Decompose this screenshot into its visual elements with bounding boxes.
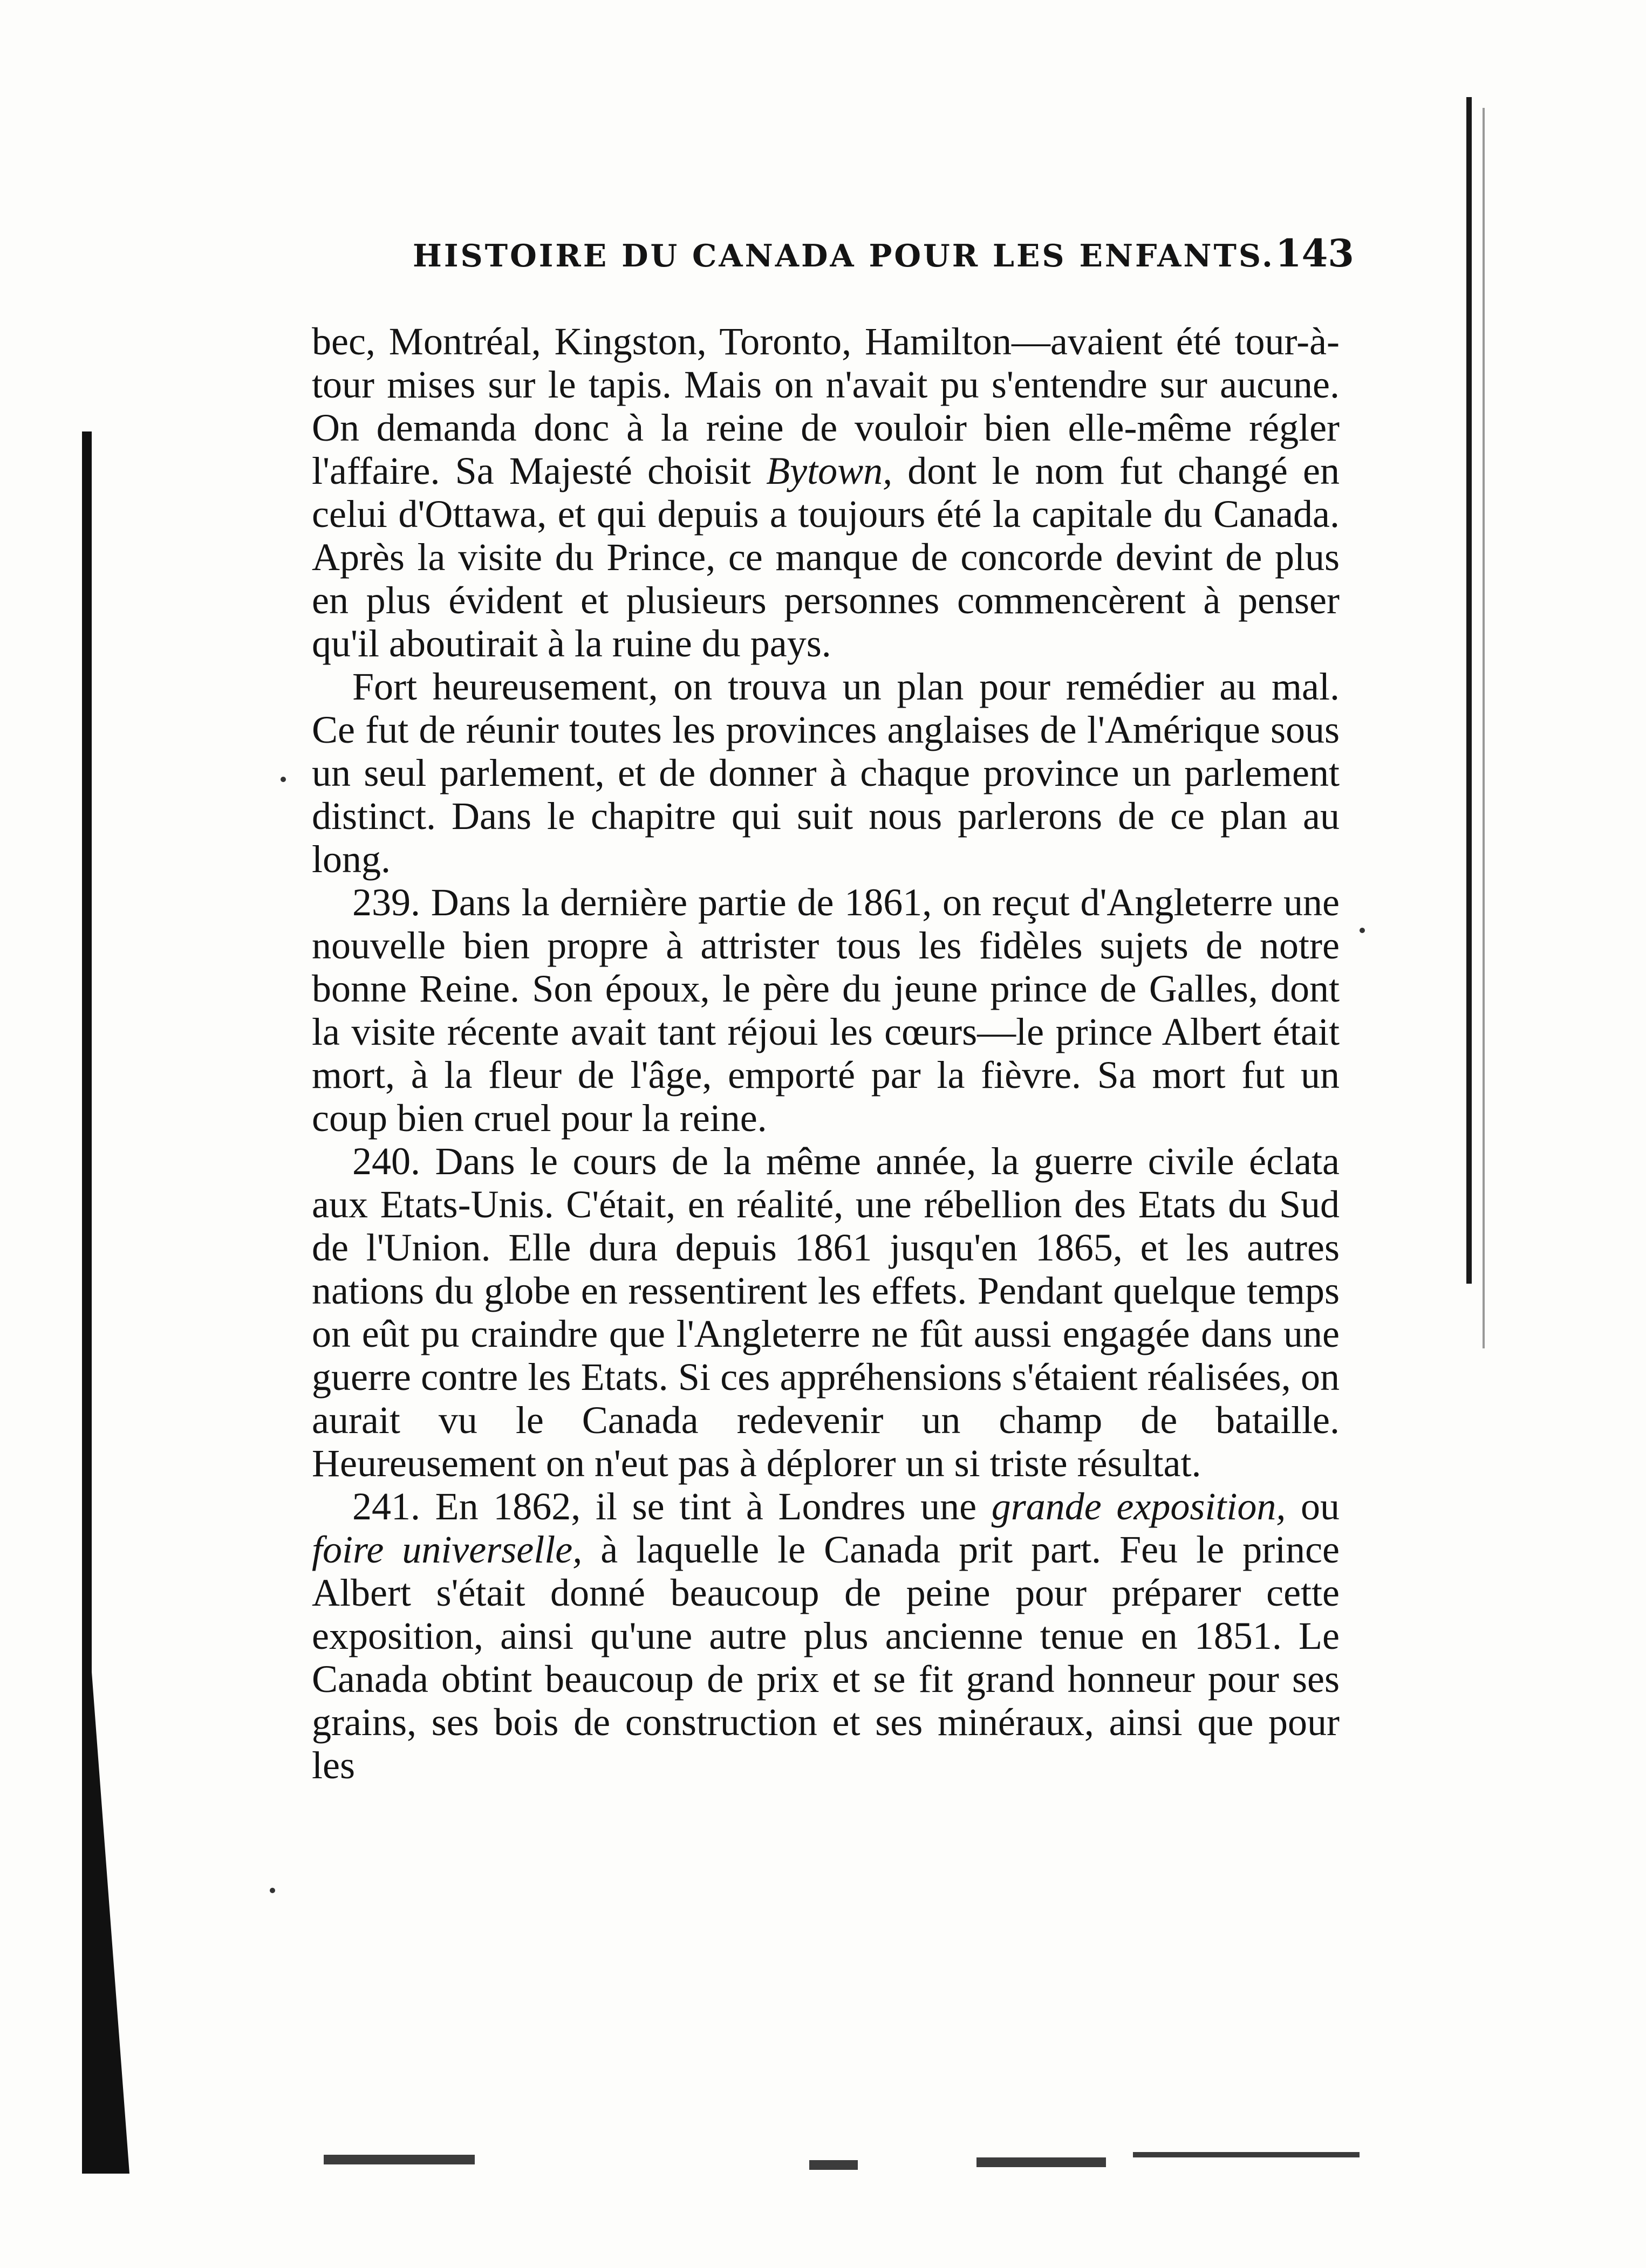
paragraph-text: à laquelle le Canada prit part. Feu le prince Albert s'était donné beaucoup de peine pour préparer cette exposition, ainsi qu'une autre plus ancienne tenue en 1851. Le Canada obtint beaucoup de prix et se fit grand honneur pour ses grains, ses bois de construction et ses minéraux, ainsi que pour les — [312, 1528, 1340, 1787]
scan-smudge — [324, 2155, 475, 2164]
italic-text: grande exposition, — [991, 1485, 1286, 1528]
paragraph-241 — [312, 1485, 1340, 1787]
paragraph-text: dont le nom fut changé en celui d'Ottawa, et qui depuis a toujours été la capitale du Canada. Après la visite du Prince, ce manque de concorde devint de plus en plus évident et plusieurs personnes commencèrent à penser qu'il aboutirait à la ruine du pays. — [312, 449, 1340, 665]
page-edge-shadow-right — [1466, 97, 1472, 1284]
page-number: 143 — [1275, 231, 1354, 276]
scan-smudge — [1133, 2152, 1360, 2157]
paragraph-text: ou — [1301, 1485, 1340, 1528]
paragraph-240: 240. Dans le cours de la même année, la guerre civile éclata aux Etats-Unis. C'était, en réalité, une rébellion des Etats du Sud de l'Union. Elle dura depuis 1861 jusqu'en 1865, et les autres nations du globe en ressentirent les effets. Pendant quelque temps on eût pu craindre que l'Angleterre ne fût aussi engagée dans une guerre contre les Etats. Si ces appréhensions s'étaient réalisées, on aurait vu le Canada redevenir un champ de bataille. Heureusement on n'eut pas à déplorer un si triste résultat. — [312, 1140, 1340, 1485]
italic-text: Bytown, — [766, 449, 893, 492]
paragraph-text: 241. En 1862, il se tint à Londres une — [352, 1485, 977, 1528]
page-edge-line-right — [1483, 108, 1485, 1348]
scan-speck — [270, 1888, 275, 1893]
running-title: HISTOIRE DU CANADA POUR LES ENFANTS. — [413, 238, 1275, 274]
body-text — [312, 320, 1340, 1787]
scan-speck — [281, 777, 286, 782]
scan-smudge — [976, 2157, 1106, 2167]
paragraph-continued — [312, 320, 1340, 665]
scan-smudge — [809, 2160, 858, 2170]
paragraph: Fort heureusement, on trouva un plan pour remédier au mal. Ce fut de réunir toutes les provinces anglaises de l'Amérique sous un seul parlement, et de donner à chaque province un parlement distinct. Dans le chapitre qui suit nous parlerons de ce plan au long. — [312, 665, 1340, 881]
scan-speck — [1360, 928, 1365, 933]
paragraph-text: bec, Montréal, Kingston, Toronto, Hamilton—avaient été tour-à-tour mises sur le tapis. Mais on n'avait pu s'entendre sur aucune. On demanda donc à la reine de vouloir bien elle-même régler l'affaire. Sa Majesté choisit — [312, 320, 1340, 492]
page-edge-shadow-left — [82, 431, 92, 2174]
paragraph-239: 239. Dans la dernière partie de 1861, on reçut d'Angleterre une nouvelle bien propre à attrister tous les fidèles sujets de notre bonne Reine. Son époux, le père du jeune prince de Galles, dont la visite récente avait tant réjoui les cœurs—le prince Albert était mort, à la fleur de l'âge, emporté par la fièvre. Sa mort fut un coup bien cruel pour la reine. — [312, 881, 1340, 1140]
binding-shadow — [92, 1672, 129, 2174]
italic-text: foire universelle, — [312, 1528, 583, 1571]
